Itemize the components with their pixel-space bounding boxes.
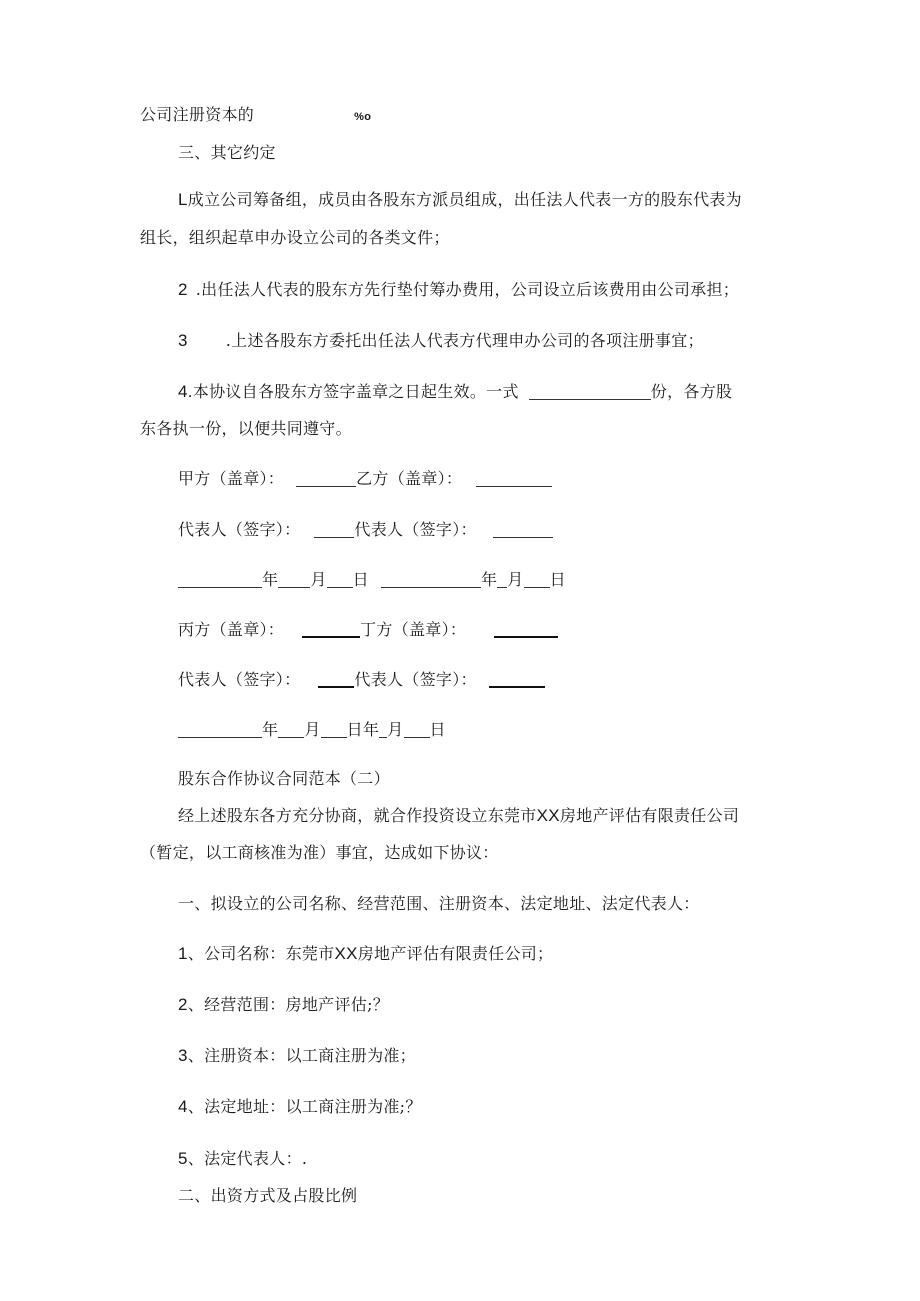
rep-4-label: 代表人（签字）： bbox=[354, 670, 477, 689]
item-business-scope bbox=[178, 994, 389, 1016]
month-blank-1[interactable] bbox=[278, 571, 310, 588]
month-label-2: 月 bbox=[507, 570, 524, 589]
rep-3-label: 代表人（签字）： bbox=[178, 670, 301, 689]
year-label-2: 年 bbox=[480, 570, 498, 589]
item-5-text: 、法定代表人：. bbox=[187, 1149, 308, 1168]
clause-4-line-2: 东各执一份，以便共同遵守。 bbox=[140, 419, 352, 438]
item-legal-representative bbox=[178, 1148, 307, 1170]
intro-text-a: 经上述股东各方充分协商，就合作投资设立东莞市 bbox=[178, 806, 537, 825]
rep-1-sign-blank[interactable] bbox=[314, 521, 354, 538]
item-3-text: 、注册资本：以工商注册为准； bbox=[187, 1046, 416, 1065]
heading-contribution: 二、出资方式及占股比例 bbox=[178, 1186, 358, 1205]
rep-1-label: 代表人（签字）： bbox=[178, 520, 301, 539]
item-company-name bbox=[178, 943, 553, 965]
party-d-label: 丁方（盖章）： bbox=[360, 620, 467, 639]
clause-1-line-2: 组长，组织起草申办设立公司的各类文件； bbox=[140, 228, 450, 247]
party-c-seal-blank[interactable] bbox=[302, 620, 360, 638]
day-year-label: 日年 bbox=[346, 720, 380, 739]
clause-4-text-b: 份，各方股 bbox=[650, 382, 733, 401]
item-legal-address bbox=[178, 1096, 422, 1118]
percent-sign: %o bbox=[354, 111, 372, 123]
signature-row-reps-ab bbox=[178, 519, 553, 541]
clause-4-line-1 bbox=[178, 381, 732, 403]
clause-2-text: .出任法人代表的股东方先行垫付筹办费用，公司设立后该费用由公司承担； bbox=[195, 280, 740, 299]
rep-3-sign-blank[interactable] bbox=[318, 670, 354, 688]
signature-row-reps-cd bbox=[178, 669, 545, 691]
item-4-number: 4 bbox=[178, 1097, 188, 1116]
capital-percent-line bbox=[140, 104, 371, 128]
day-label-2: 日 bbox=[549, 570, 566, 589]
party-d-seal-blank[interactable] bbox=[494, 620, 558, 638]
month-blank-3[interactable] bbox=[278, 721, 304, 738]
month-label-1: 月 bbox=[310, 570, 327, 589]
clause-3-text: .上述各股东方委托出任法人代表方代理申办公司的各项注册事宜； bbox=[225, 331, 704, 350]
date-row-2 bbox=[178, 719, 446, 741]
day-label-1: 日 bbox=[352, 570, 369, 589]
year-blank-2[interactable] bbox=[381, 571, 481, 588]
month-label-3: 月 bbox=[304, 720, 321, 739]
clause-4-number: 4. bbox=[178, 382, 193, 401]
item-registered-capital bbox=[178, 1045, 416, 1067]
month-blank-2[interactable] bbox=[497, 571, 507, 588]
year-blank-3[interactable] bbox=[178, 721, 262, 738]
clause-3-line bbox=[178, 330, 704, 352]
clause-4-text-a: 本协议自各股东方签字盖章之日起生效。一式 bbox=[192, 382, 519, 401]
party-b-seal-blank[interactable] bbox=[476, 470, 552, 487]
signature-row-parties-ab bbox=[178, 468, 552, 490]
day-blank-4[interactable] bbox=[404, 721, 430, 738]
item-5-number: 5 bbox=[178, 1149, 188, 1168]
item-2-text: 、经营范围：房地产评估;？ bbox=[187, 995, 390, 1014]
item-3-number: 3 bbox=[178, 1046, 188, 1065]
section-2-title: 股东合作协议合同范本（二） bbox=[178, 769, 390, 788]
day-blank-2[interactable] bbox=[524, 571, 550, 588]
year-label-3: 年 bbox=[262, 720, 279, 739]
item-4-text: 、法定地址：以工商注册为准;？ bbox=[187, 1097, 422, 1116]
intro-xx: XX bbox=[536, 806, 560, 825]
clause-1-line-1 bbox=[178, 189, 742, 211]
day-blank-3[interactable] bbox=[321, 721, 347, 738]
rep-4-sign-blank[interactable] bbox=[489, 670, 545, 688]
capital-percent-text: 公司注册资本的 bbox=[140, 105, 255, 124]
item-1-text-a: 、公司名称：东莞市 bbox=[187, 944, 335, 963]
signature-row-parties-cd bbox=[178, 619, 558, 641]
party-c-label: 丙方（盖章）： bbox=[178, 620, 285, 639]
item-1-xx: XX bbox=[334, 944, 358, 963]
rep-2-label: 代表人（签字）： bbox=[354, 520, 477, 539]
clause-3-number: 3 bbox=[178, 331, 188, 350]
heading-company-details: 一、拟设立的公司名称、经营范围、注册资本、法定地址、法定代表人： bbox=[178, 894, 700, 913]
party-a-label: 甲方（盖章）： bbox=[178, 469, 285, 488]
item-2-number: 2 bbox=[178, 995, 188, 1014]
year-blank-1[interactable] bbox=[178, 571, 262, 588]
clause-1-text: 成立公司筹备组，成员由各股东方派员组成，出任法人代表一方的股东代表为 bbox=[187, 190, 742, 209]
day-blank-1[interactable] bbox=[327, 571, 353, 588]
day-label-4: 日 bbox=[429, 720, 446, 739]
item-1-number: 1 bbox=[178, 944, 188, 963]
clause-2-line bbox=[178, 279, 739, 301]
intro-line-2: （暂定，以工商核准为准）事宜，达成如下协议： bbox=[140, 843, 499, 862]
item-1-text-b: 房地产评估有限责任公司； bbox=[357, 944, 554, 963]
party-a-seal-blank[interactable] bbox=[296, 470, 356, 487]
intro-line-1 bbox=[178, 805, 739, 827]
copies-blank[interactable] bbox=[529, 383, 651, 400]
date-row-1 bbox=[178, 569, 566, 591]
month-label-4: 月 bbox=[387, 720, 404, 739]
clause-2-number: 2 bbox=[178, 280, 188, 299]
intro-text-b: 房地产评估有限责任公司 bbox=[559, 806, 740, 825]
party-b-label: 乙方（盖章）： bbox=[356, 469, 463, 488]
rep-2-sign-blank[interactable] bbox=[493, 521, 553, 538]
clause-1-number: L bbox=[178, 190, 188, 209]
year-label-1: 年 bbox=[262, 570, 279, 589]
section-three-heading: 三、其它约定 bbox=[178, 143, 276, 162]
